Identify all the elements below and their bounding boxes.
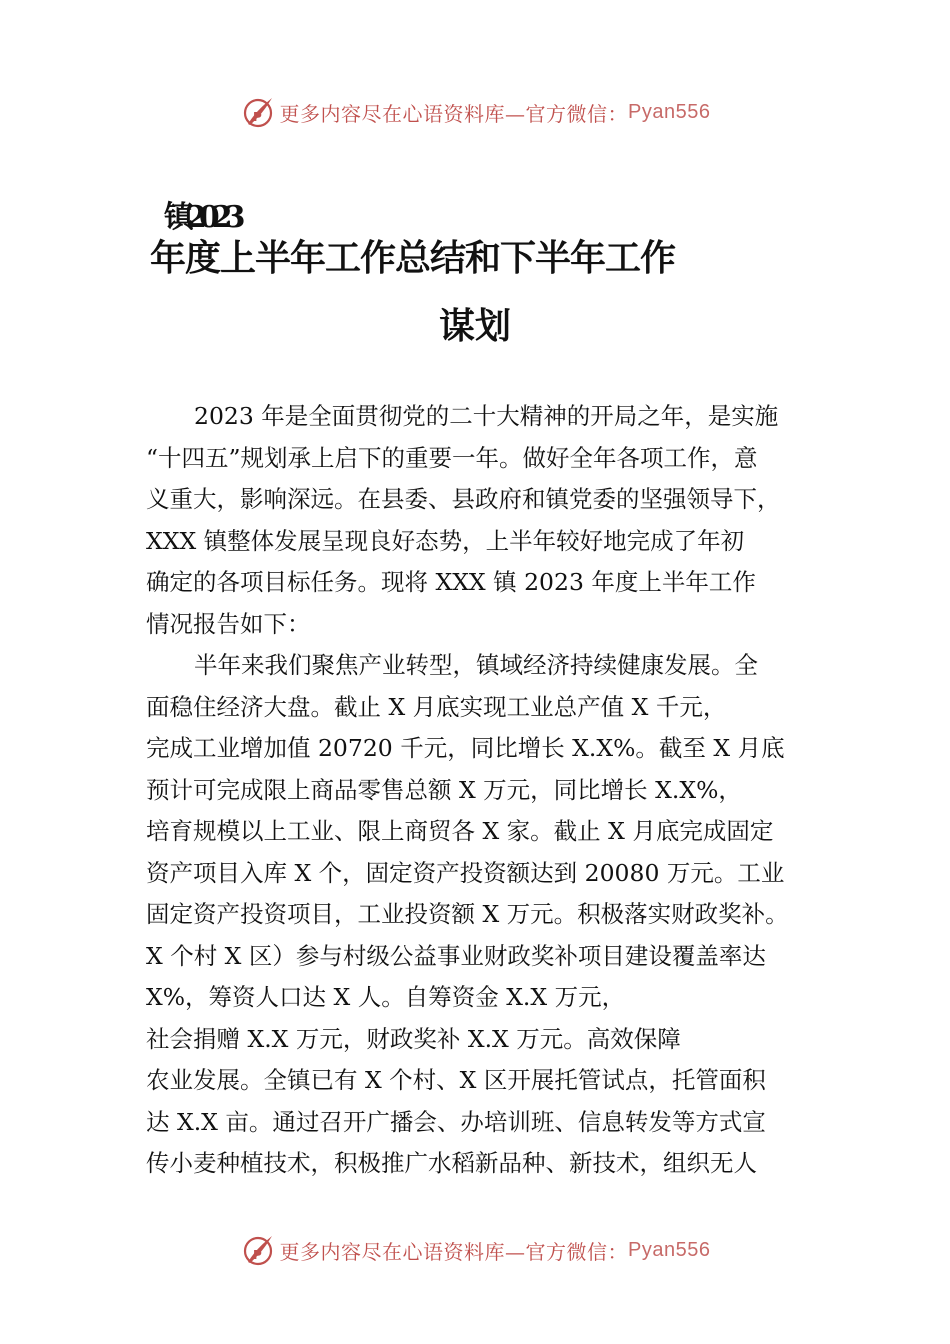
quill-logo-icon (240, 1232, 276, 1268)
body-line: 2023 年是全面贯彻党的二十大精神的开局之年，是实施 (194, 402, 779, 430)
body-line: 达 X.X 亩。通过召开广播会、办培训班、信息转发等方式宣 (146, 1107, 766, 1136)
body-line: 义重大，影响深远。在县委、县政府和镇党委的坚强领导下， (146, 485, 781, 513)
svg-text:P: P (252, 1248, 262, 1262)
body-line: 面稳住经济大盘。截止 X 月底实现工业总产值 X 千元， (146, 692, 727, 721)
body-line: 资产项目入库 X 个，固定资产投资额达到 20080 万元。工业 (146, 858, 785, 887)
body-line: 确定的各项目标任务。现将 XXX 镇 2023 年度上半年工作 (146, 568, 756, 596)
body-line: 社会捐赠 X.X 万元，财政奖补 X.X 万元。高效保障 (146, 1024, 681, 1053)
watermark-footer (0, 1232, 950, 1268)
body-line: X 个村 X 区）参与村级公益事业财政奖补项目建设覆盖率达 (146, 941, 766, 970)
body-line: 传小麦种植技术，积极推广水稻新品种、新技术，组织无人 (146, 1149, 757, 1177)
body-line: 情况报告如下： (146, 609, 311, 638)
watermark-handle: Pyan556 (628, 1238, 711, 1261)
watermark-header (0, 94, 950, 130)
body-line: 预计可完成限上商品零售总额 X 万元，同比增长 X.X%， (146, 775, 742, 804)
watermark-handle: Pyan556 (628, 100, 711, 123)
title-prefix: 镇2023 (164, 200, 238, 235)
body-line: XXX 镇整体发展呈现良好态势，上半年较好地完成了年初 (146, 526, 745, 555)
title-line1: 年度上半年工作总结和下半年工作 (150, 237, 676, 279)
body-line: 完成工业增加值 20720 千元，同比增长 X.X%。截至 X 月底 (146, 734, 785, 762)
svg-text:P: P (252, 110, 262, 124)
body-line: 半年来我们聚焦产业转型，镇域经济持续健康发展。全 (194, 651, 758, 679)
watermark-text: 更多内容尽在心语资料库—官方微信： (279, 1239, 629, 1264)
quill-logo-icon (240, 94, 276, 130)
watermark-text: 更多内容尽在心语资料库—官方微信： (279, 101, 629, 126)
body-line: X%，筹资人口达 X 人。自筹资金 X.X 万元， (146, 983, 626, 1011)
body-text (146, 396, 846, 1185)
title-line2: 谋划 (438, 305, 511, 347)
body-line: 培育规模以上工业、限上商贸各 X 家。截止 X 月底完成固定 (146, 817, 774, 845)
body-line: 固定资产投资项目，工业投资额 X 万元。积极落实财政奖补。 (146, 900, 789, 928)
body-line: 农业发展。全镇已有 X 个村、X 区开展托管试点，托管面积 (146, 1066, 766, 1094)
body-line: “十四五”规划承上启下的重要一年。做好全年各项工作，意 (146, 443, 758, 472)
